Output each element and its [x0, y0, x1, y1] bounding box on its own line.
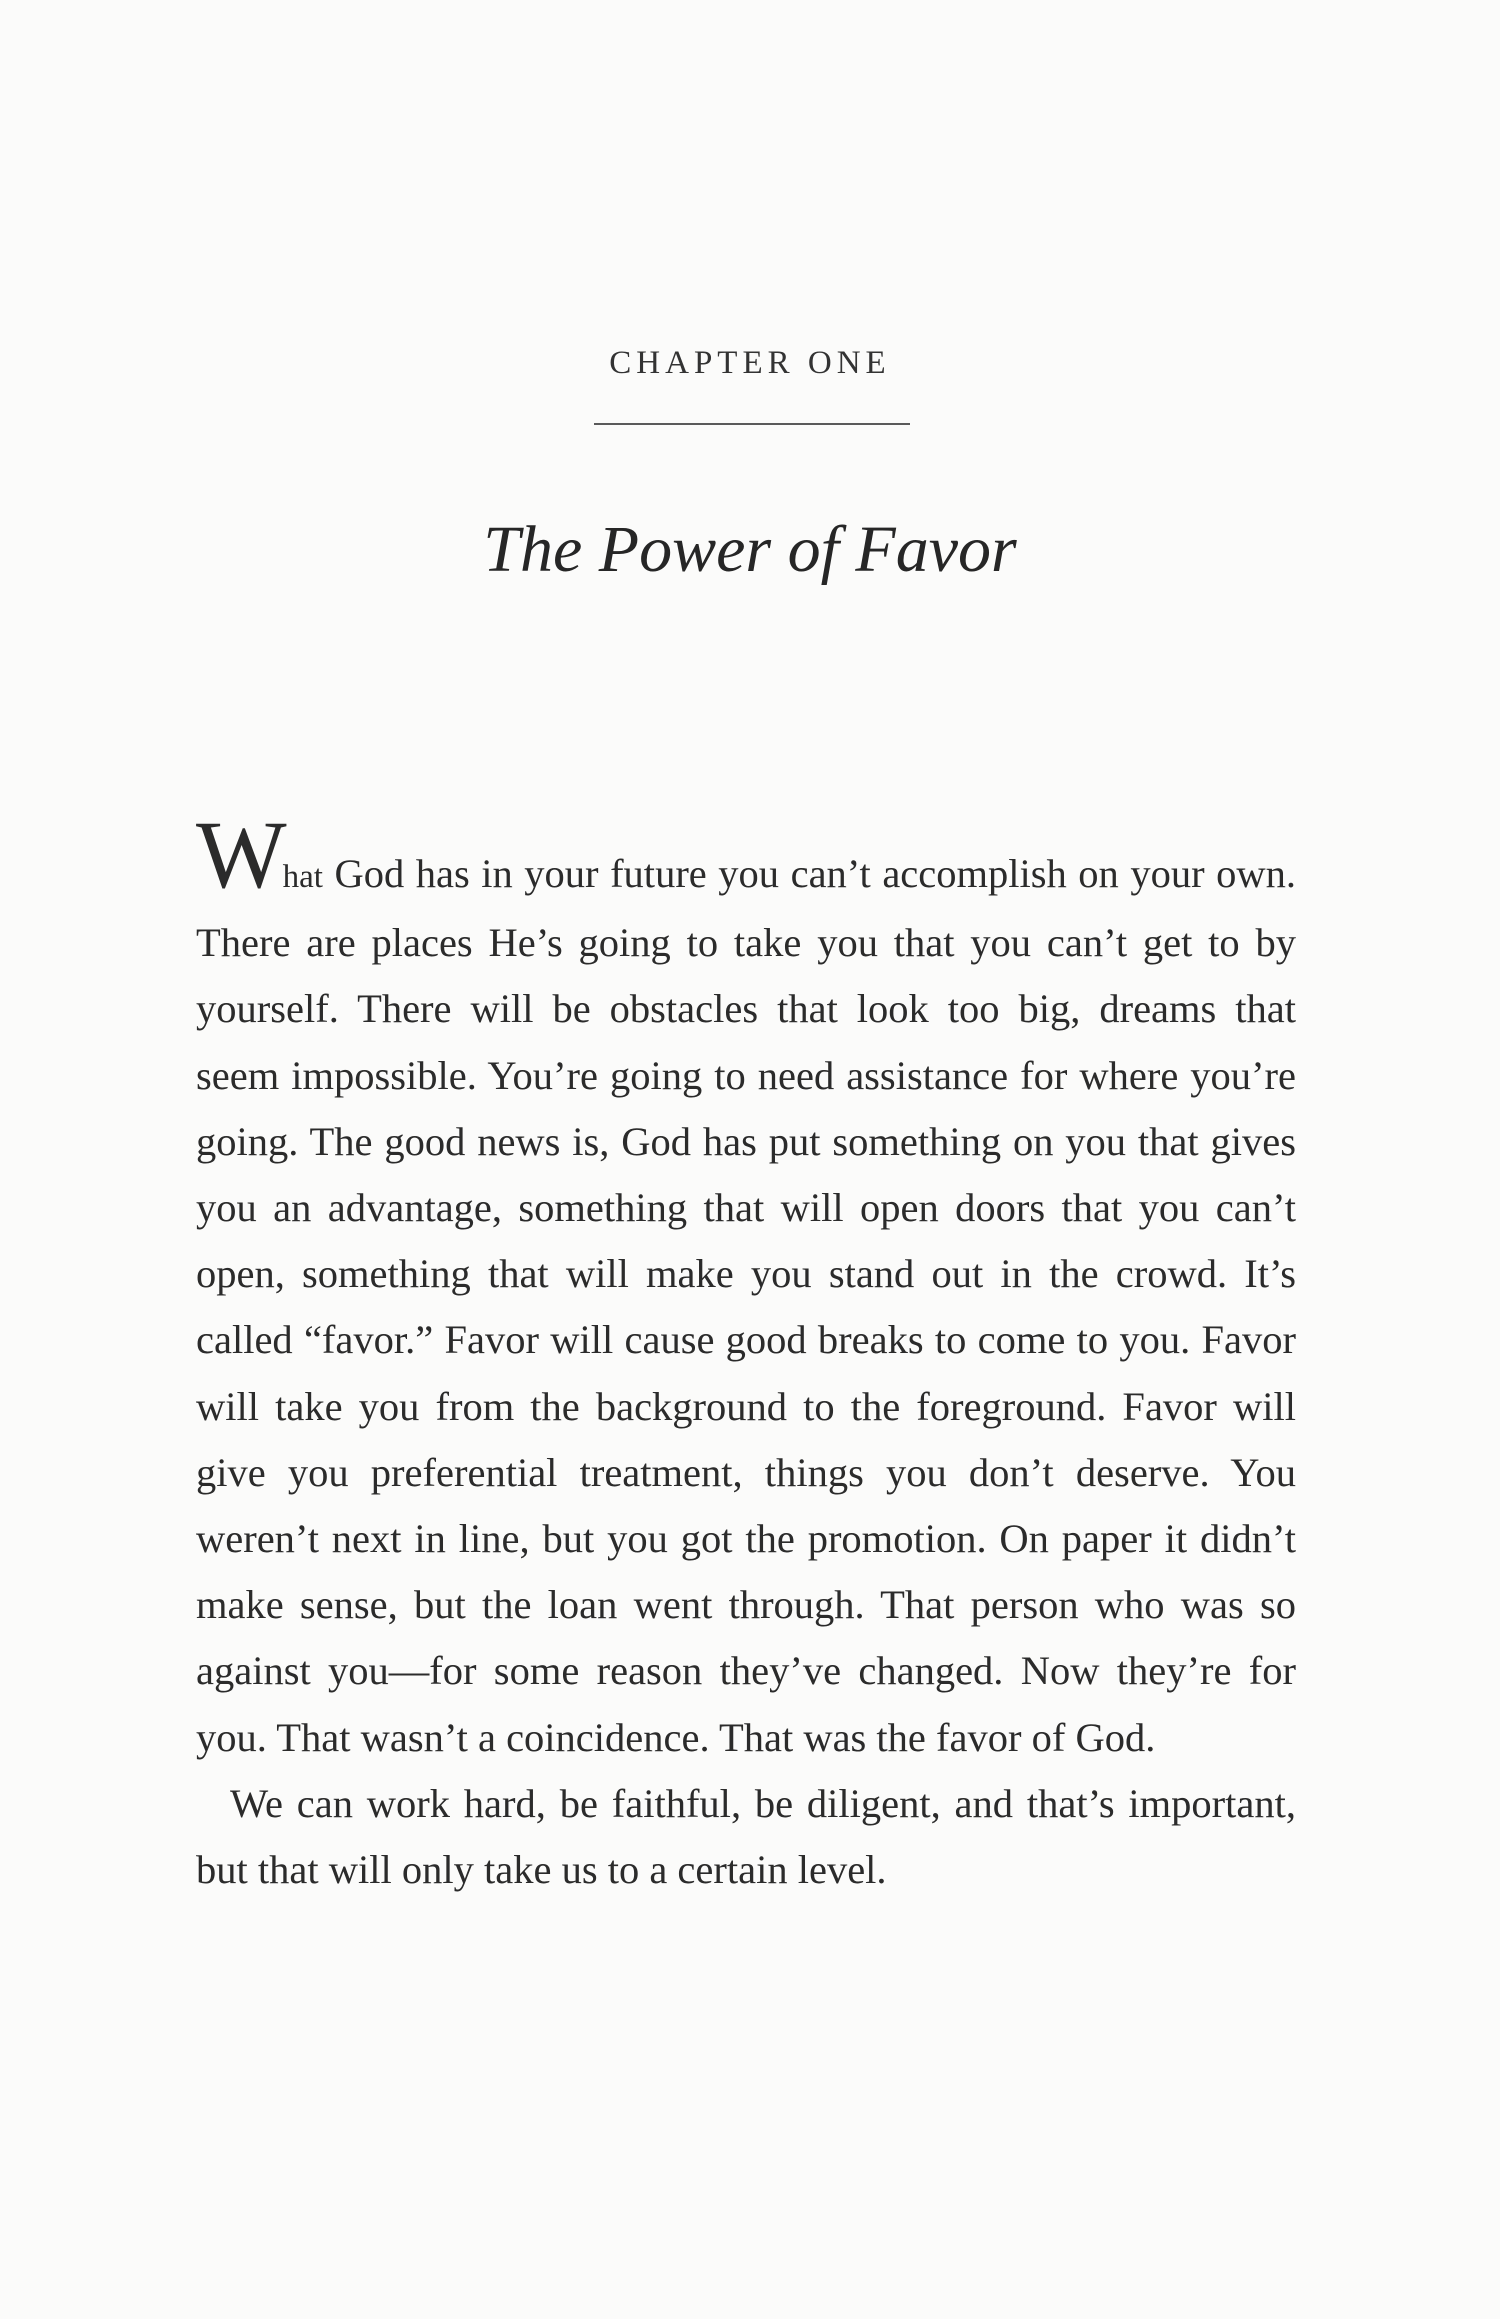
drop-cap: W	[196, 801, 283, 908]
body-text	[196, 801, 1296, 1903]
chapter-divider	[594, 423, 910, 425]
paragraph-lead-word: hat	[282, 859, 323, 895]
chapter-label: CHAPTER ONE	[609, 345, 891, 381]
paragraph-1-text: God has in your future you can’t accomplish on your own. There are places He’s going to take you that you can’t get to by yourself. There will be obstacles that look too big, dreams that seem impossible. You’re going to need assistance for where you’re going. The good news is, God has put something on you that gives you an advantage, something that will open doors that you can’t open, something that will make you stand out in the crowd. It’s called “favor.” Favor will cause good breaks to come to you. Favor will take you from the background to the foreground. Favor will give you preferential treatment, things you don’t deserve. You weren’t next in line, but you got the promotion. On paper it didn’t make sense, but the loan went through. That person who was so against you—for some reason they’ve changed. Now they’re for you. That wasn’t a coincidence. That was the favor of God.	[196, 851, 1296, 1760]
chapter-title: The Power of Favor	[483, 513, 1017, 586]
paragraph-2: We can work hard, be faithful, be diligent, and that’s important, but that will only take us to a certain level.	[196, 1780, 1296, 1893]
paragraph-1	[196, 801, 1296, 1771]
